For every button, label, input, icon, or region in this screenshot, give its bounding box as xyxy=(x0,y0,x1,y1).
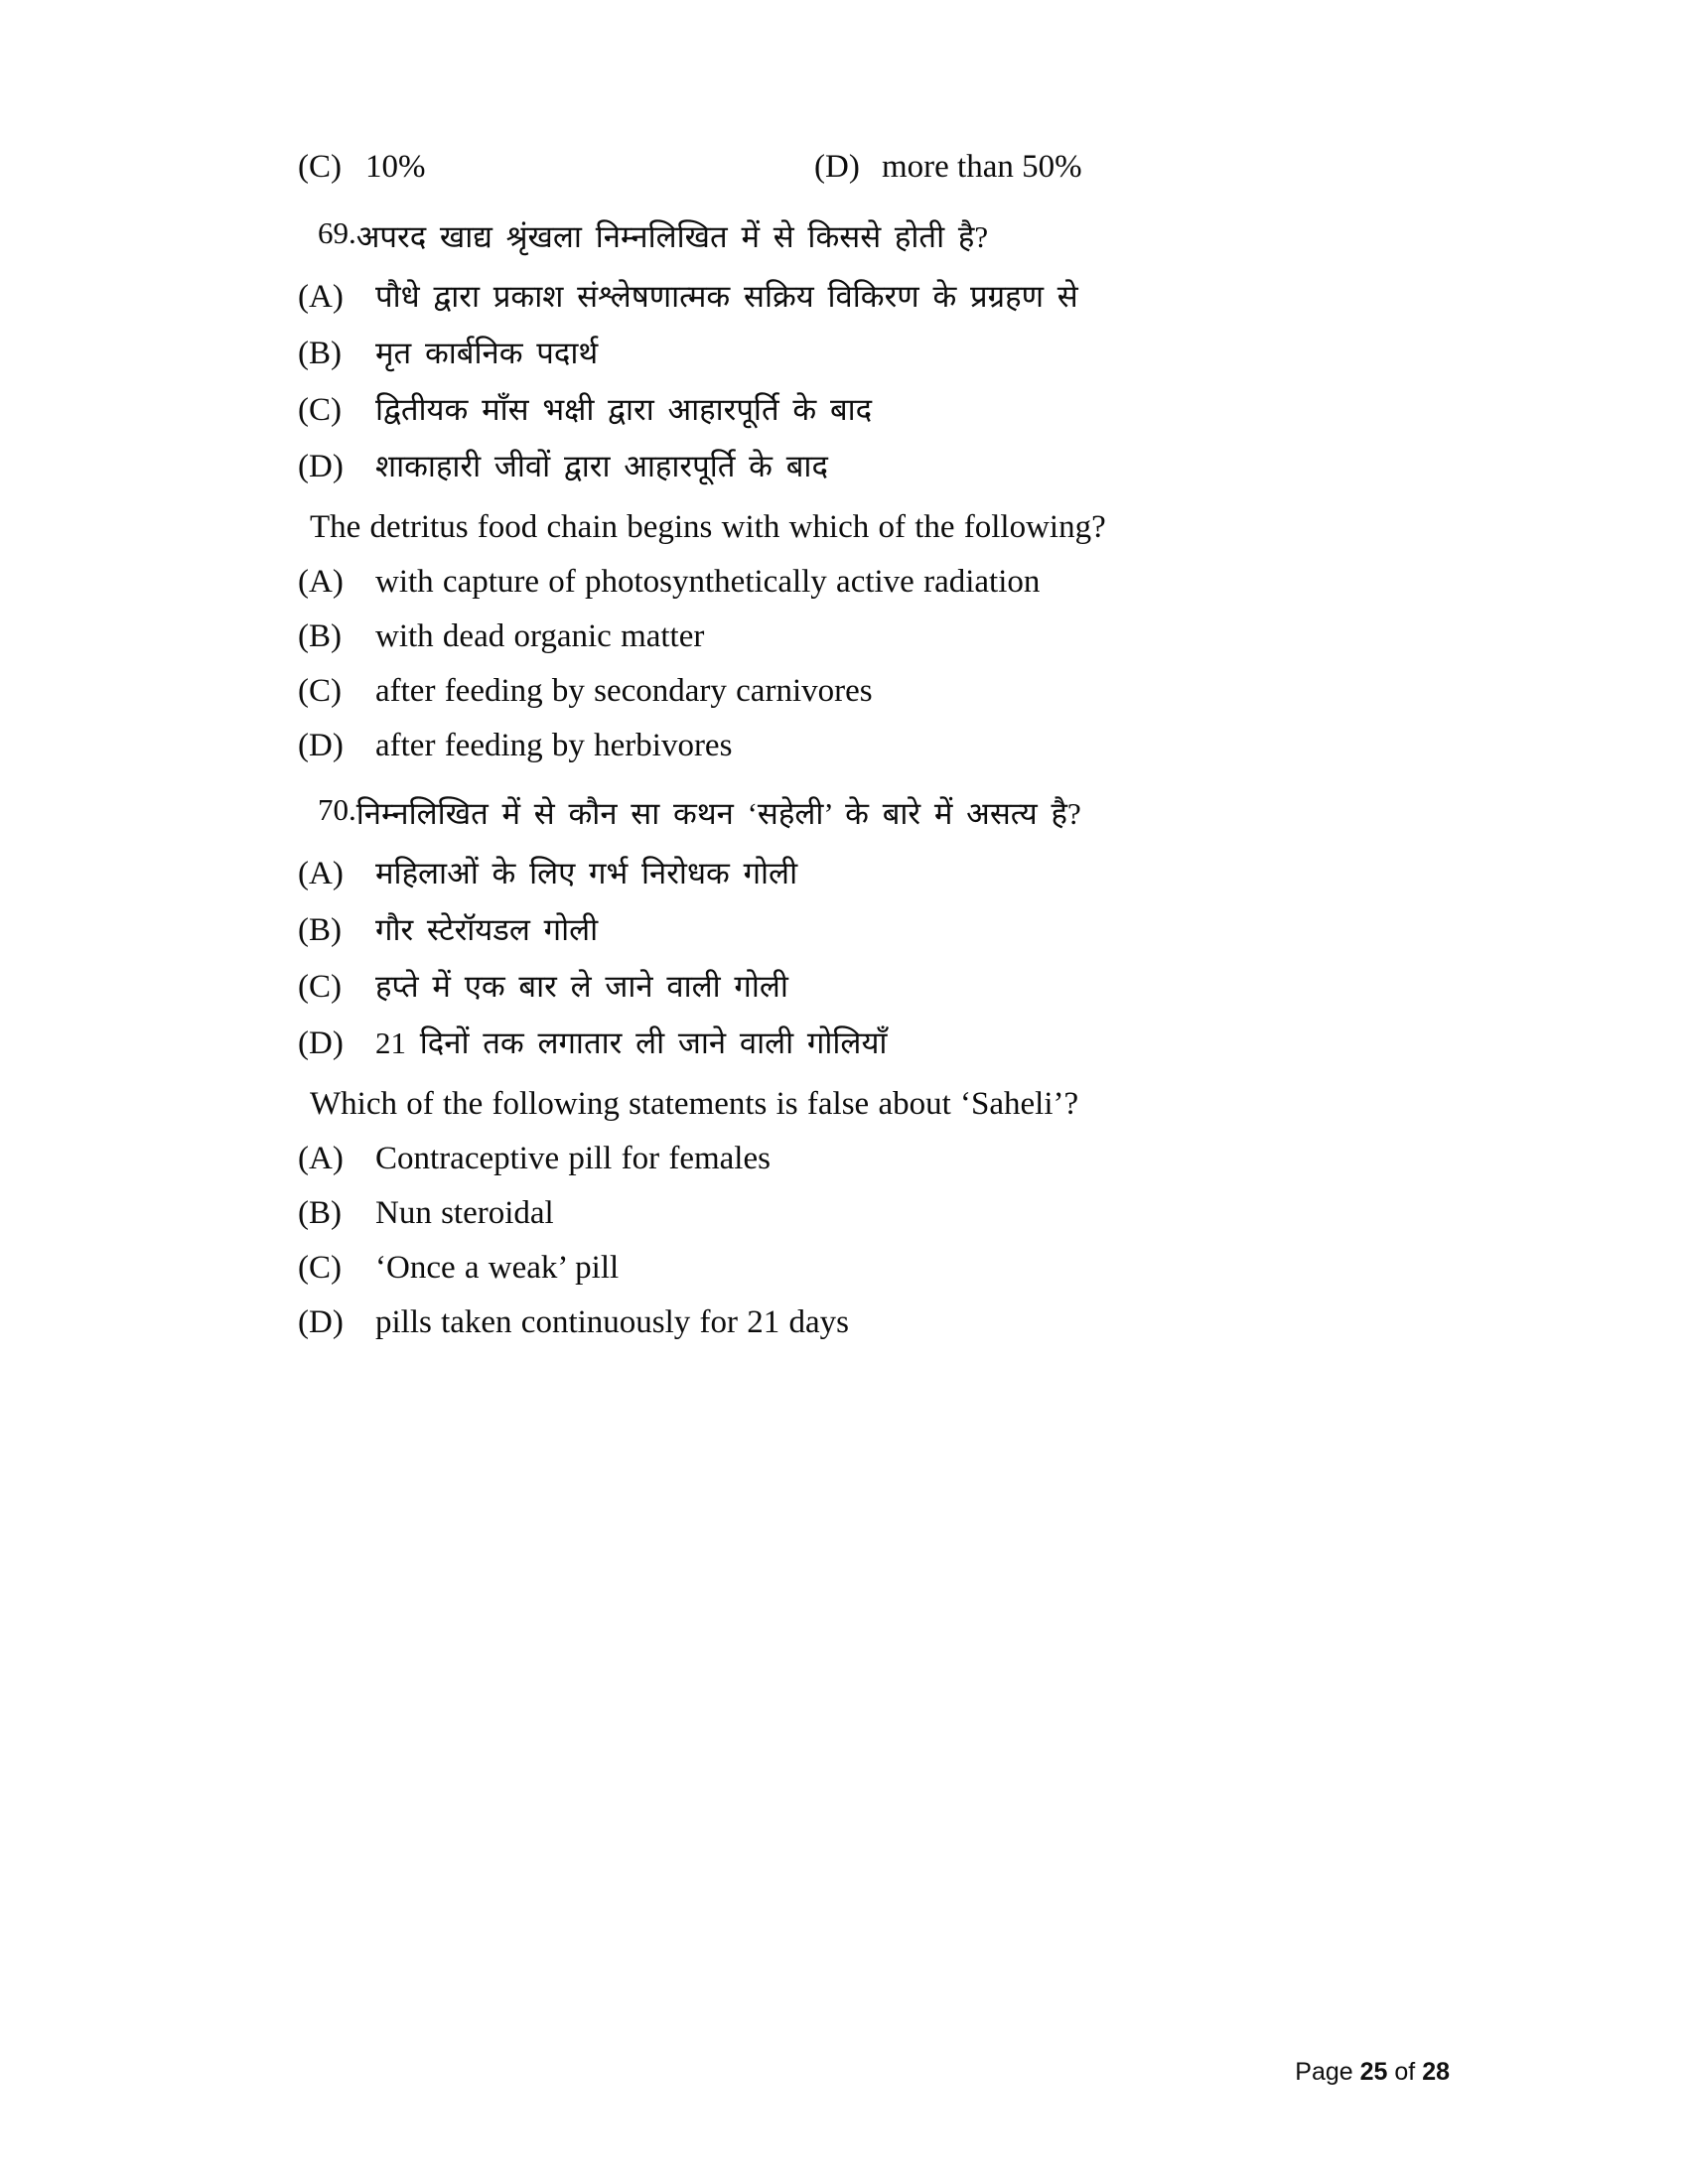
option-text: 10% xyxy=(365,149,426,185)
option-text: after feeding by secondary carnivores xyxy=(375,673,873,709)
question-69-hindi-option-a xyxy=(298,281,1410,314)
option-text: Contraceptive pill for females xyxy=(375,1141,771,1176)
question-70-english-option-b xyxy=(298,1197,1410,1230)
option-letter: (D) xyxy=(298,1304,344,1340)
option-letter: (D) xyxy=(298,1025,344,1061)
page-footer xyxy=(1295,2058,1450,2087)
option-text: Nun steroidal xyxy=(375,1195,554,1231)
question-69-hindi-option-d xyxy=(298,451,1410,483)
option-text: after feeding by herbivores xyxy=(375,728,733,763)
question-stem-text: Which of the following statements is false about ‘Saheli’? xyxy=(310,1086,1079,1122)
question-stem-text: The detritus food chain begins with which of the following? xyxy=(310,509,1106,545)
option-letter: (C) xyxy=(298,392,342,428)
option-text: ‘Once a weak’ pill xyxy=(375,1250,620,1286)
option-letter: (C) xyxy=(298,149,342,185)
question-70-hindi-stem xyxy=(318,792,1410,834)
question-number: 70. xyxy=(318,792,356,827)
option-text: द्वितीयक माँस भक्षी द्वारा आहारपूर्ति के बाद xyxy=(375,392,873,427)
question-stem-text: निम्नलिखित में से कौन सा कथन ‘सहेली’ के बारे में असत्य है? xyxy=(355,796,1081,831)
page-label-middle: of xyxy=(1394,2058,1416,2086)
option-letter: (C) xyxy=(298,673,342,709)
option-letter: (A) xyxy=(298,564,344,600)
page-label-prefix: Page xyxy=(1295,2058,1353,2086)
question-69-english-option-c xyxy=(298,675,1410,708)
question-69-english-stem xyxy=(310,511,1410,544)
option-text: मृत कार्बनिक पदार्थ xyxy=(375,336,599,370)
option-letter: (A) xyxy=(298,1141,344,1176)
option-text: हप्ते में एक बार ले जाने वाली गोली xyxy=(375,969,788,1004)
question-70-hindi-option-b xyxy=(298,914,1410,947)
option-text: महिलाओं के लिए गर्भ निरोधक गोली xyxy=(375,856,798,890)
question-70-english-stem xyxy=(310,1088,1410,1121)
option-letter: (D) xyxy=(298,449,344,484)
option-letter: (B) xyxy=(298,912,342,948)
question-69-hindi-option-b xyxy=(298,338,1410,370)
option-text: गौर स्टेरॉयडल गोली xyxy=(375,912,599,947)
question-69-english-option-a xyxy=(298,566,1410,599)
carry-over-option-d xyxy=(814,149,1082,186)
option-text: शाकाहारी जीवों द्वारा आहारपूर्ति के बाद xyxy=(375,449,828,483)
page-number: 25 xyxy=(1359,2058,1388,2086)
question-content-column xyxy=(298,149,1410,1339)
carry-over-option-c xyxy=(298,149,814,186)
question-70-english-option-a xyxy=(298,1143,1410,1175)
page-total: 28 xyxy=(1422,2058,1450,2086)
option-letter: (D) xyxy=(298,728,344,763)
option-letter: (C) xyxy=(298,969,342,1005)
option-letter: (B) xyxy=(298,618,342,654)
option-text: pills taken continuously for 21 days xyxy=(375,1304,850,1340)
option-letter: (D) xyxy=(814,149,860,185)
question-70-hindi-option-d xyxy=(298,1027,1410,1060)
question-stem-text: अपरद खाद्य श्रृंखला निम्नलिखित में से किससे होती है? xyxy=(355,219,989,254)
option-text: with capture of photosynthetically active radiation xyxy=(375,564,1041,600)
question-70-english-option-d xyxy=(298,1306,1410,1339)
option-text: with dead organic matter xyxy=(375,618,705,654)
question-number: 69. xyxy=(318,215,356,250)
question-69-english-option-d xyxy=(298,730,1410,762)
option-letter: (A) xyxy=(298,279,344,315)
question-69-hindi-stem xyxy=(318,215,1410,257)
question-69-english-option-b xyxy=(298,620,1410,653)
option-letter: (B) xyxy=(298,336,342,371)
carry-over-option-row xyxy=(298,149,1410,186)
option-text: 21 दिनों तक लगातार ली जाने वाली गोलियाँ xyxy=(375,1025,888,1060)
option-letter: (C) xyxy=(298,1250,342,1286)
question-69-hindi-option-c xyxy=(298,394,1410,427)
question-70-hindi-option-c xyxy=(298,971,1410,1004)
option-text: पौधे द्वारा प्रकाश संश्लेषणात्मक सक्रिय विकिरण के प्रग्रहण से xyxy=(375,279,1078,314)
option-letter: (B) xyxy=(298,1195,342,1231)
question-70-english-option-c xyxy=(298,1252,1410,1285)
question-70-hindi-option-a xyxy=(298,858,1410,890)
option-letter: (A) xyxy=(298,856,344,891)
option-text: more than 50% xyxy=(882,149,1082,185)
